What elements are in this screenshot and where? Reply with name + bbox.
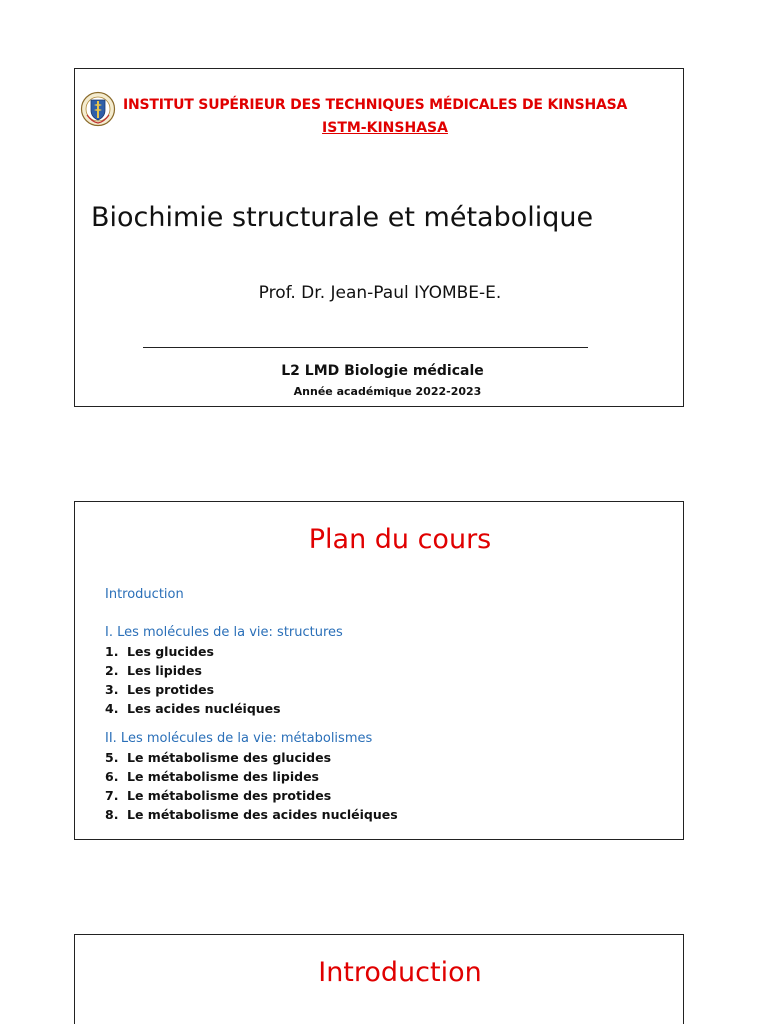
title-slide [74,68,684,407]
institute-short-name: ISTM-KINSHASA [322,120,448,136]
institute-name: INSTITUT SUPÉRIEUR DES TECHNIQUES MÉDICALES DE KINSHASA [123,97,628,113]
toc-part1-heading: I. Les molécules de la vie: structures [105,625,343,640]
introduction-slide [74,934,684,1024]
toc-item: 7. Le métabolisme des protides [105,788,332,803]
introduction-title: Introduction [318,957,482,988]
plan-slide [74,501,684,840]
toc-item: 8. Le métabolisme des acides nucléiques [105,807,398,822]
academic-year: Année académique 2022-2023 [293,385,482,398]
toc-item: 2. Les lipides [105,663,202,678]
course-title: Biochimie structurale et métabolique [91,202,594,233]
toc-item: 1. Les glucides [105,644,214,659]
author-name: Prof. Dr. Jean-Paul IYOMBE-E. [258,283,502,303]
toc-item: 5. Le métabolisme des glucides [105,750,332,765]
toc-part2-heading: II. Les molécules de la vie: métabolismes [105,731,373,746]
plan-title: Plan du cours [308,524,492,555]
toc-item: 6. Le métabolisme des lipides [105,769,319,784]
course-level: L2 LMD Biologie médicale [281,363,484,379]
toc-item: 3. Les protides [105,682,215,697]
table-of-contents [105,585,665,824]
divider-line [143,347,588,348]
toc-item: 4. Les acides nucléiques [105,701,281,716]
toc-introduction: Introduction [105,587,184,602]
